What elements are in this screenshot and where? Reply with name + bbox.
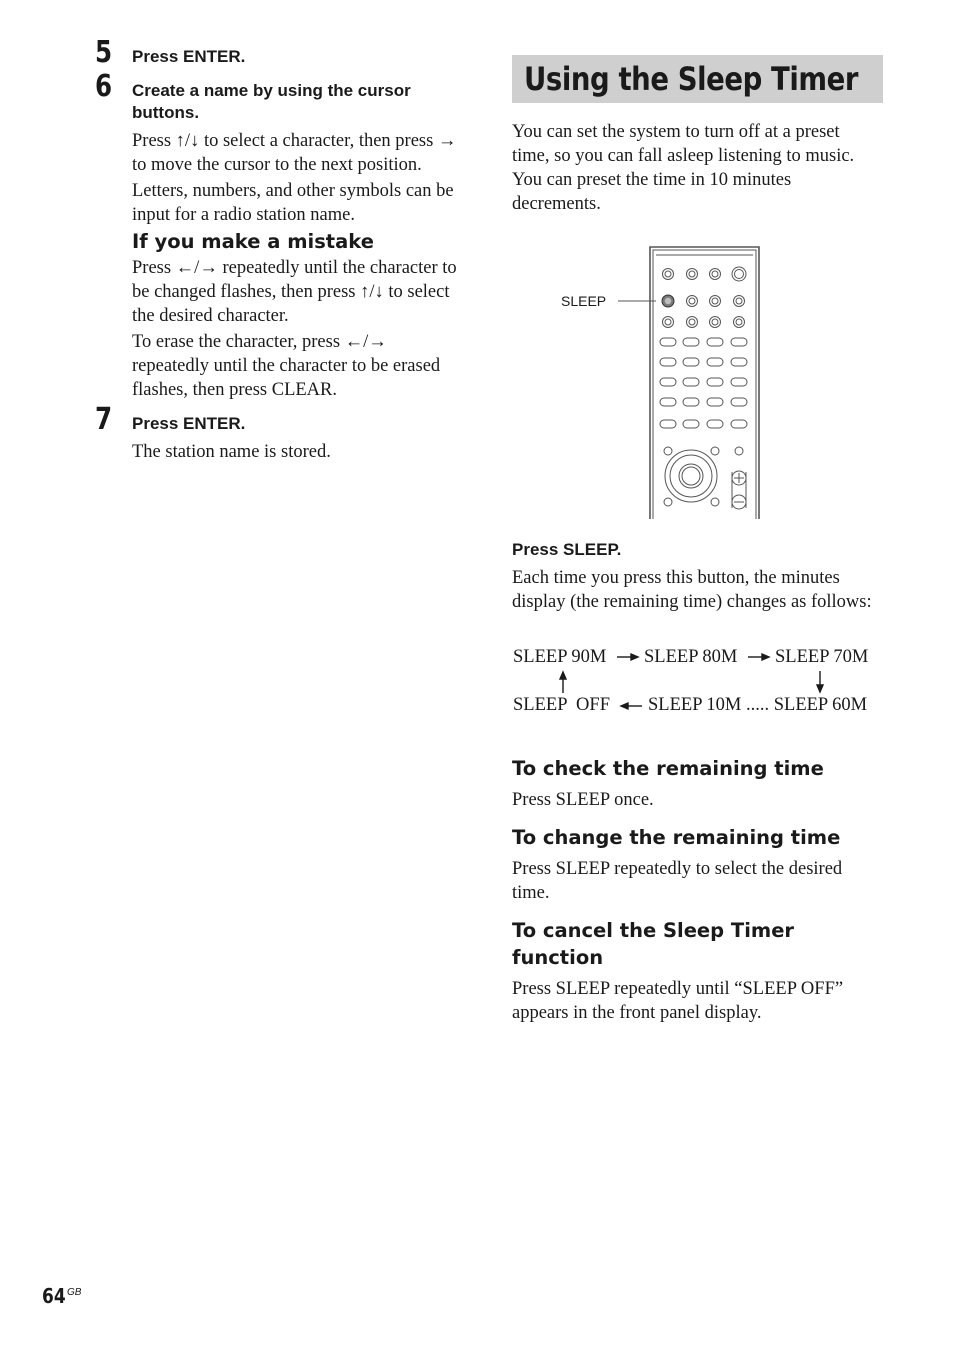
step-6-title-line2: buttons.: [132, 103, 200, 122]
step-5-number: 5: [95, 35, 113, 70]
step-6-para1-line2: to move the cursor to the next position.: [132, 155, 422, 175]
step-7-para: The station name is stored.: [132, 442, 331, 462]
intro-line1: You can set the system to turn off at a preset: [512, 122, 840, 142]
intro-line4: decrements.: [512, 194, 601, 214]
sequence-arrows: [500, 640, 890, 720]
cancel-para-line1: Press SLEEP repeatedly until “SLEEP OFF”: [512, 979, 844, 999]
mistake-para2-line1: To erase the character, press ←/→: [132, 332, 387, 352]
mistake-heading: If you make a mistake: [132, 230, 374, 253]
mistake-para2-line3: flashes, then press CLEAR.: [132, 380, 338, 400]
step-6-para1-line1: Press ↑/↓ to select a character, then press →: [132, 131, 457, 151]
change-para-line2: time.: [512, 883, 550, 903]
step-7-number: 7: [95, 402, 113, 437]
mistake-para1-line2: be changed flashes, then press ↑/↓ to select: [132, 282, 450, 302]
sleep-callout-label: SLEEP: [561, 293, 607, 309]
seq-sleep-90m: SLEEP 90M: [513, 647, 607, 667]
intro-line2: time, so you can fall asleep listening to music.: [512, 146, 855, 166]
change-heading: To change the remaining time: [512, 826, 841, 849]
step-6-para2-line1: Letters, numbers, and other symbols can be: [132, 181, 454, 201]
check-para: Press SLEEP once.: [512, 790, 654, 810]
press-sleep-instruction: Press SLEEP.: [512, 540, 622, 559]
seq-sleep-10m-60m: SLEEP 10M ..... SLEEP 60M: [648, 695, 868, 715]
page-region-suffix: GB: [67, 1287, 82, 1298]
seq-sleep-80m: SLEEP 80M: [644, 647, 738, 667]
mistake-para2-line2: repeatedly until the character to be erased: [132, 356, 441, 376]
cancel-heading-line2: function: [512, 946, 604, 969]
page-title: Using the Sleep Timer: [524, 60, 858, 98]
each-time-line1: Each time you press this button, the minutes: [512, 568, 840, 588]
step-7-title: Press ENTER.: [132, 414, 246, 433]
step-6-title-line1: Create a name by using the cursor: [132, 81, 411, 100]
intro-line3: You can preset the time in 10 minutes: [512, 170, 792, 190]
step-6-para2-line2: input for a radio station name.: [132, 205, 355, 225]
mistake-para1-line1: Press ←/→ repeatedly until the character to: [132, 258, 457, 278]
seq-sleep-70m: SLEEP 70M: [775, 647, 869, 667]
mistake-para1-line3: the desired character.: [132, 306, 289, 326]
cancel-para-line2: appears in the front panel display.: [512, 1003, 762, 1023]
change-para-line1: Press SLEEP repeatedly to select the desired: [512, 859, 843, 879]
step-5-title: Press ENTER.: [132, 47, 246, 66]
each-time-line2: display (the remaining time) changes as follows:: [512, 592, 872, 612]
check-heading: To check the remaining time: [512, 757, 824, 780]
step-6-number: 6: [95, 69, 113, 104]
page-number: 64: [42, 1284, 66, 1308]
remote-control-illustration: [612, 240, 772, 525]
cancel-heading-line1: To cancel the Sleep Timer: [512, 919, 795, 942]
seq-sleep-off: SLEEP OFF: [513, 695, 610, 715]
